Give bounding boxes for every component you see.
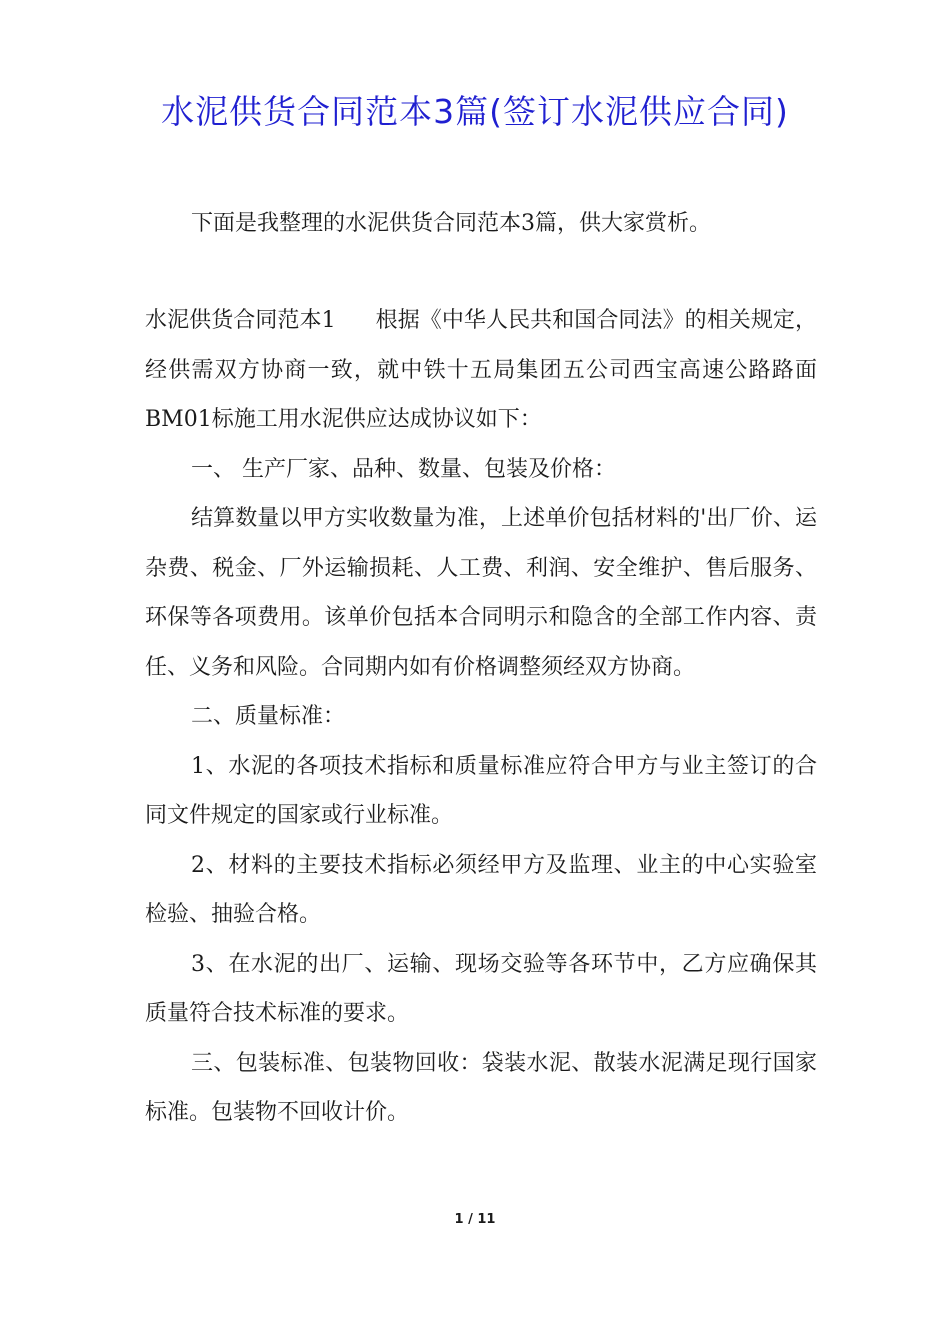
page-indicator: 1 / 11 [454,1212,496,1227]
clause-1-body: 结算数量以甲方实收数量为准，上述单价包括材料的'出厂价、运杂费、税金、厂外运输损耗、人工费、利润、安全维护、售后服务、环保等各项费用。该单价包括本合同明示和隐含的全部工作内容、责任、义务和风险。合同期内如有价格调整须经双方协商。 [145,506,817,680]
section-heading: 水泥供货合同范本1 [145,308,336,333]
clause-3-paragraph: 三、包装标准、包装物回收：袋装水泥、散装水泥满足现行国家标准。包装物不回收计价。 [145,1050,817,1125]
document-body [145,296,817,1138]
clause-2-item-1: 1、水泥的各项技术指标和质量标准应符合甲方与业主签订的合同文件规定的国家或行业标准。 [145,753,817,828]
clause-2-item-3: 3、在水泥的出厂、运输、现场交验等各环节中，乙方应确保其质量符合技术标准的要求。 [145,951,817,1026]
clause-1-heading: 一、 生产厂家、品种、数量、包装及价格： [191,456,616,482]
section-first-paragraph [145,296,817,445]
clause-2-heading: 二、质量标准： [191,704,346,729]
clause-2-item-2: 2、材料的主要技术指标必须经甲方及监理、业主的中心实验室检验、抽验合格。 [145,852,817,927]
intro-paragraph: 下面是我整理的水泥供货合同范本3篇，供大家赏析。 [191,211,711,236]
document-title: 水泥供货合同范本3篇(签订水泥供应合同) [161,92,789,131]
section-first-text: 根据《中华人民共和国合同法》的相关规定，经供需双方协商一致，就中铁十五局集团五公司西宝高速公路路面BM01标施工用水泥供应达成协议如下： [145,308,817,432]
